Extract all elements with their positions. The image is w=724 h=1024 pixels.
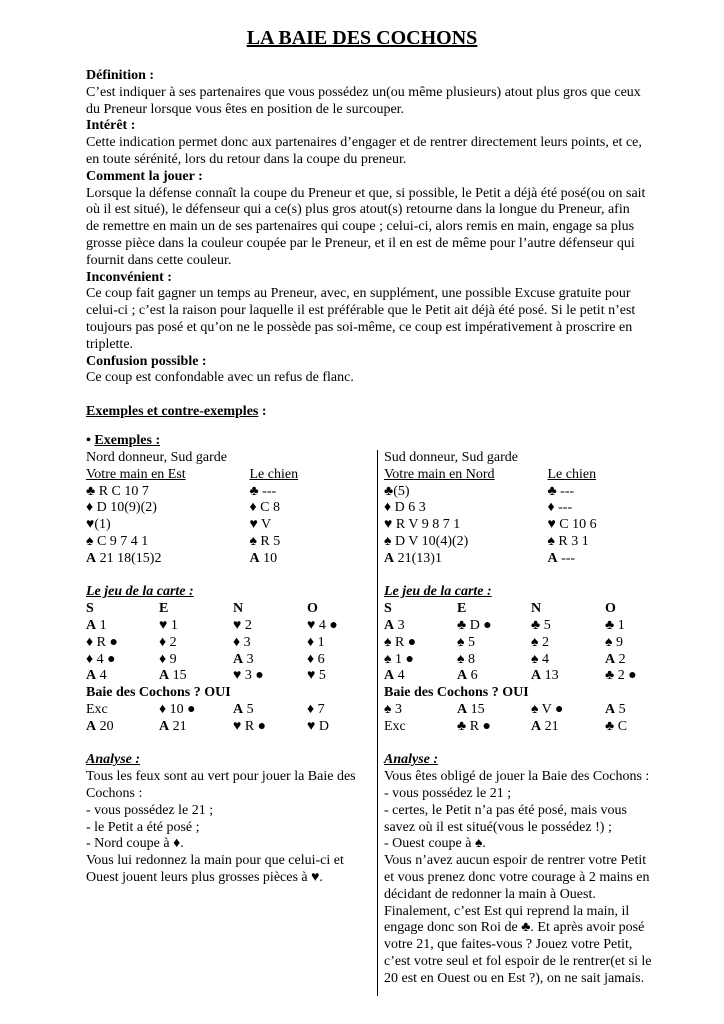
hand-row bbox=[384, 534, 674, 551]
dog-cards: ♠ R 5 bbox=[249, 533, 281, 549]
card-cell: A 21 bbox=[531, 718, 559, 734]
example-right bbox=[384, 450, 674, 988]
player-label: S bbox=[86, 601, 94, 617]
trick-row bbox=[86, 635, 376, 652]
analyse-line: - le Petit a été posé ; bbox=[86, 819, 200, 835]
card-cell: ♠ 1 ● bbox=[384, 651, 414, 667]
card-cell: A 20 bbox=[86, 718, 114, 734]
card-cell: A 2 bbox=[605, 651, 626, 667]
analyse-line: Ouest jouent leurs plus grosses pièces à ♥. bbox=[86, 869, 323, 885]
analyse-line: et vous prenez donc votre courage à 2 mains en bbox=[384, 869, 650, 885]
analyse-line: - vous possédez le 21 ; bbox=[384, 785, 512, 801]
card-cell: A 5 bbox=[233, 701, 254, 717]
card-cell: ♦ 3 bbox=[233, 634, 251, 650]
trick-row bbox=[384, 635, 674, 652]
comment-text: Lorsque la défense connaît la coupe du Preneur et que, si possible, le Petit a déjà été posé(ou on sait où il est situé), le défenseur qui a ce(s) plus gros atout(s) retourne dans la longue du Preneur, afin de remettre en main un de ses partenaires qui coupe ; celui-ci, alors remis en main, engage sa plus grosse pièce dans la couleur coupée par le Preneur, et il en est de même pour l’autre défenseur qui fournit dans cette couleur. bbox=[86, 185, 646, 268]
hand-cards: ♦ D 6 3 bbox=[384, 500, 426, 516]
card-cell: ♠ V ● bbox=[531, 701, 564, 717]
inconvenient-heading: Inconvénient : bbox=[86, 269, 172, 285]
hand-row bbox=[86, 484, 376, 501]
card-cell: A 3 bbox=[384, 617, 405, 633]
analyse-line: Vous lui redonnez la main pour que celui-ci et bbox=[86, 853, 344, 869]
hand-label: Votre main en Est bbox=[86, 466, 186, 482]
card-cell: ♦ 6 bbox=[307, 651, 325, 667]
hand-cards: ♣(5) bbox=[384, 483, 410, 499]
card-cell: Exc bbox=[86, 701, 108, 717]
card-cell: ♦ 7 bbox=[307, 701, 325, 717]
confusion-text: Ce coup est confondable avec un refus de flanc. bbox=[86, 370, 354, 386]
definition-text: C’est indiquer à ses partenaires que vous possédez un(ou même plusieurs) atout plus gros que ceux du Preneur lorsque vous êtes en position de le surcouper. bbox=[86, 84, 641, 117]
hand-row bbox=[86, 534, 376, 551]
player-label: O bbox=[307, 601, 318, 617]
analyse-line: votre 21, que faites-vous ? Jouez votre Petit, bbox=[384, 937, 633, 953]
hand-row bbox=[86, 517, 376, 534]
interet-text: Cette indication permet donc aux partenaires d’engager et de rentrer directement leurs points, et ce, en toute sérénité, lors du retour dans la coupe du preneur. bbox=[86, 135, 642, 167]
interet-heading: Intérêt : bbox=[86, 118, 136, 134]
card-cell: ♠ 8 bbox=[457, 651, 475, 667]
analyse-line: Finalement, c’est Est qui reprend la main, il bbox=[384, 903, 630, 919]
card-cell: ♥ 4 ● bbox=[307, 617, 338, 633]
analyse-line: - certes, le Petit n’a pas été posé, mais vous bbox=[384, 802, 627, 818]
dog-cards: ♥ C 10 6 bbox=[547, 517, 597, 533]
player-label: E bbox=[457, 601, 467, 617]
column-divider bbox=[377, 450, 378, 996]
player-label: N bbox=[233, 601, 244, 617]
dog-cards: ♠ R 3 1 bbox=[547, 533, 589, 549]
card-cell: ♥ 3 ● bbox=[233, 668, 264, 684]
intro-section bbox=[86, 68, 646, 421]
card-cell: ♦ 1 bbox=[307, 634, 325, 650]
trick-row bbox=[384, 702, 674, 719]
definition-heading: Définition : bbox=[86, 68, 155, 83]
analyse-line: Tous les feux sont au vert pour jouer la Baie des bbox=[86, 769, 356, 785]
card-cell: A 13 bbox=[531, 668, 559, 684]
card-cell: ♥ 1 bbox=[159, 617, 178, 633]
hand-cards: ♥(1) bbox=[86, 517, 111, 533]
trick-row bbox=[86, 668, 376, 685]
hand-label: Votre main en Nord bbox=[384, 466, 495, 482]
player-label: N bbox=[531, 601, 542, 617]
hand-cards: ♦ D 10(9)(2) bbox=[86, 500, 157, 516]
analyse-line: savez où il est situé(vous le possédez !) ; bbox=[384, 819, 612, 835]
analyse-line: - Ouest coupe à ♠. bbox=[384, 836, 486, 852]
dog-label: Le chien bbox=[249, 466, 299, 482]
card-cell: A 5 bbox=[605, 701, 626, 717]
analyse-line: Vous êtes obligé de jouer la Baie des Cochons : bbox=[384, 769, 650, 785]
card-cell: ♦ 9 bbox=[159, 651, 177, 667]
analyse-label: Analyse : bbox=[384, 752, 439, 768]
analyse-line: - vous possédez le 21 ; bbox=[86, 802, 214, 818]
hand-row bbox=[384, 551, 674, 568]
inconvenient-text: Ce coup fait gagner un temps au Preneur, avec, en supplément, une possible Excuse gratuite pour celui-ci ; c’est la raison pour laquelle il est préférable que le Petit ait déjà été posé. Si le petit n’est toujours pas posé et qu’on ne le possède pas soi-même, ce coup est impérativement à proscrire en triplette. bbox=[86, 286, 636, 352]
card-cell: A 1 bbox=[86, 617, 107, 633]
dog-cards: ♦ C 8 bbox=[249, 500, 280, 516]
dog-cards: A 10 bbox=[249, 550, 278, 566]
hand-cards: ♥ R V 9 8 7 1 bbox=[384, 517, 461, 533]
card-cell: ♠ 4 bbox=[531, 651, 549, 667]
dog-cards: A --- bbox=[547, 550, 576, 566]
card-cell: ♠ 2 bbox=[531, 634, 549, 650]
baie-verdict: Baie des Cochons ? OUI bbox=[384, 685, 529, 701]
hand-row bbox=[384, 484, 674, 501]
deal-line: Nord donneur, Sud garde bbox=[86, 450, 227, 465]
hand-cards: ♣ R C 10 7 bbox=[86, 483, 149, 499]
player-label: E bbox=[159, 601, 169, 617]
player-label: O bbox=[605, 601, 616, 617]
deal-line: Sud donneur, Sud garde bbox=[384, 450, 518, 465]
analyse-line: Vous n’avez aucun espoir de rentrer votre Petit bbox=[384, 853, 647, 869]
hand-cards: A 21 18(15)2 bbox=[86, 550, 162, 566]
card-cell: ♦ R ● bbox=[86, 634, 118, 650]
hand-cards: ♠ D V 10(4)(2) bbox=[384, 533, 469, 549]
card-cell: A 6 bbox=[457, 668, 478, 684]
card-cell: ♥ R ● bbox=[233, 718, 267, 734]
card-cell: ♣ 5 bbox=[531, 617, 551, 633]
hand-row bbox=[86, 500, 376, 517]
card-cell: A 4 bbox=[384, 668, 405, 684]
bullet-icon: • bbox=[86, 433, 95, 448]
card-cell: ♥ D bbox=[307, 718, 329, 734]
card-cell: ♣ 1 bbox=[605, 617, 625, 633]
confusion-heading: Confusion possible : bbox=[86, 353, 207, 369]
card-cell: ♦ 2 bbox=[159, 634, 177, 650]
analyse-line: 20 est en Ouest ou en Est ?), on ne sait jamais. bbox=[384, 970, 645, 986]
analyse-line: engage donc son Roi de ♣. Et après avoir posé bbox=[384, 920, 645, 936]
hand-cards: A 21(13)1 bbox=[384, 550, 442, 566]
trick-row bbox=[86, 652, 376, 669]
card-cell: ♠ 5 bbox=[457, 634, 475, 650]
page-title: LA BAIE DES COCHONS bbox=[246, 27, 478, 49]
card-cell: A 4 bbox=[86, 668, 107, 684]
example-left bbox=[86, 450, 376, 887]
comment-heading: Comment la jouer : bbox=[86, 168, 203, 184]
dog-label: Le chien bbox=[547, 466, 597, 482]
trick-row bbox=[86, 618, 376, 635]
trick-row bbox=[384, 618, 674, 635]
examples-section-title: Exemples et contre-exemples : bbox=[86, 403, 267, 419]
card-cell: ♦ 4 ● bbox=[86, 651, 116, 667]
card-cell: ♦ 10 ● bbox=[159, 701, 196, 717]
analyse-text bbox=[86, 769, 376, 887]
hand-row bbox=[384, 517, 674, 534]
play-label: Le jeu de la carte : bbox=[86, 584, 194, 600]
trick-row bbox=[384, 719, 674, 736]
hand-cards: ♠ C 9 7 4 1 bbox=[86, 533, 149, 549]
players-row bbox=[86, 601, 376, 618]
hand-row bbox=[86, 551, 376, 568]
players-row bbox=[384, 601, 674, 618]
card-cell: A 15 bbox=[159, 668, 187, 684]
hand-row bbox=[384, 500, 674, 517]
analyse-line: - Nord coupe à ♦. bbox=[86, 836, 184, 852]
trick-row bbox=[384, 652, 674, 669]
dog-cards: ♣ --- bbox=[249, 483, 277, 499]
dog-cards: ♦ --- bbox=[547, 500, 573, 516]
player-label: S bbox=[384, 601, 392, 617]
trick-row bbox=[86, 702, 376, 719]
card-cell: ♠ R ● bbox=[384, 634, 417, 650]
card-cell: A 21 bbox=[159, 718, 187, 734]
card-cell: A 15 bbox=[457, 701, 485, 717]
card-cell: ♣ 2 ● bbox=[605, 668, 637, 684]
card-cell: ♥ 2 bbox=[233, 617, 252, 633]
card-cell: A 3 bbox=[233, 651, 254, 667]
analyse-line: c’est votre seul et fol espoir de le rentrer(et si le bbox=[384, 953, 652, 969]
analyse-line: Cochons : bbox=[86, 785, 143, 801]
play-label: Le jeu de la carte : bbox=[384, 584, 492, 600]
card-cell: ♠ 9 bbox=[605, 634, 623, 650]
examples-label: • Exemples : bbox=[86, 433, 161, 448]
card-cell: ♣ D ● bbox=[457, 617, 492, 633]
analyse-text bbox=[384, 769, 674, 987]
card-cell: ♣ R ● bbox=[457, 718, 491, 734]
analyse-line: décidant de redonner la main à Ouest. bbox=[384, 886, 596, 902]
card-cell: ♥ 5 bbox=[307, 668, 326, 684]
trick-row bbox=[86, 719, 376, 736]
dog-cards: ♣ --- bbox=[547, 483, 575, 499]
card-cell: ♠ 3 bbox=[384, 701, 402, 717]
card-cell: ♣ C bbox=[605, 718, 628, 734]
card-cell: Exc bbox=[384, 718, 406, 734]
baie-verdict: Baie des Cochons ? OUI bbox=[86, 685, 231, 701]
dog-cards: ♥ V bbox=[249, 517, 272, 533]
trick-row bbox=[384, 668, 674, 685]
analyse-label: Analyse : bbox=[86, 752, 141, 768]
